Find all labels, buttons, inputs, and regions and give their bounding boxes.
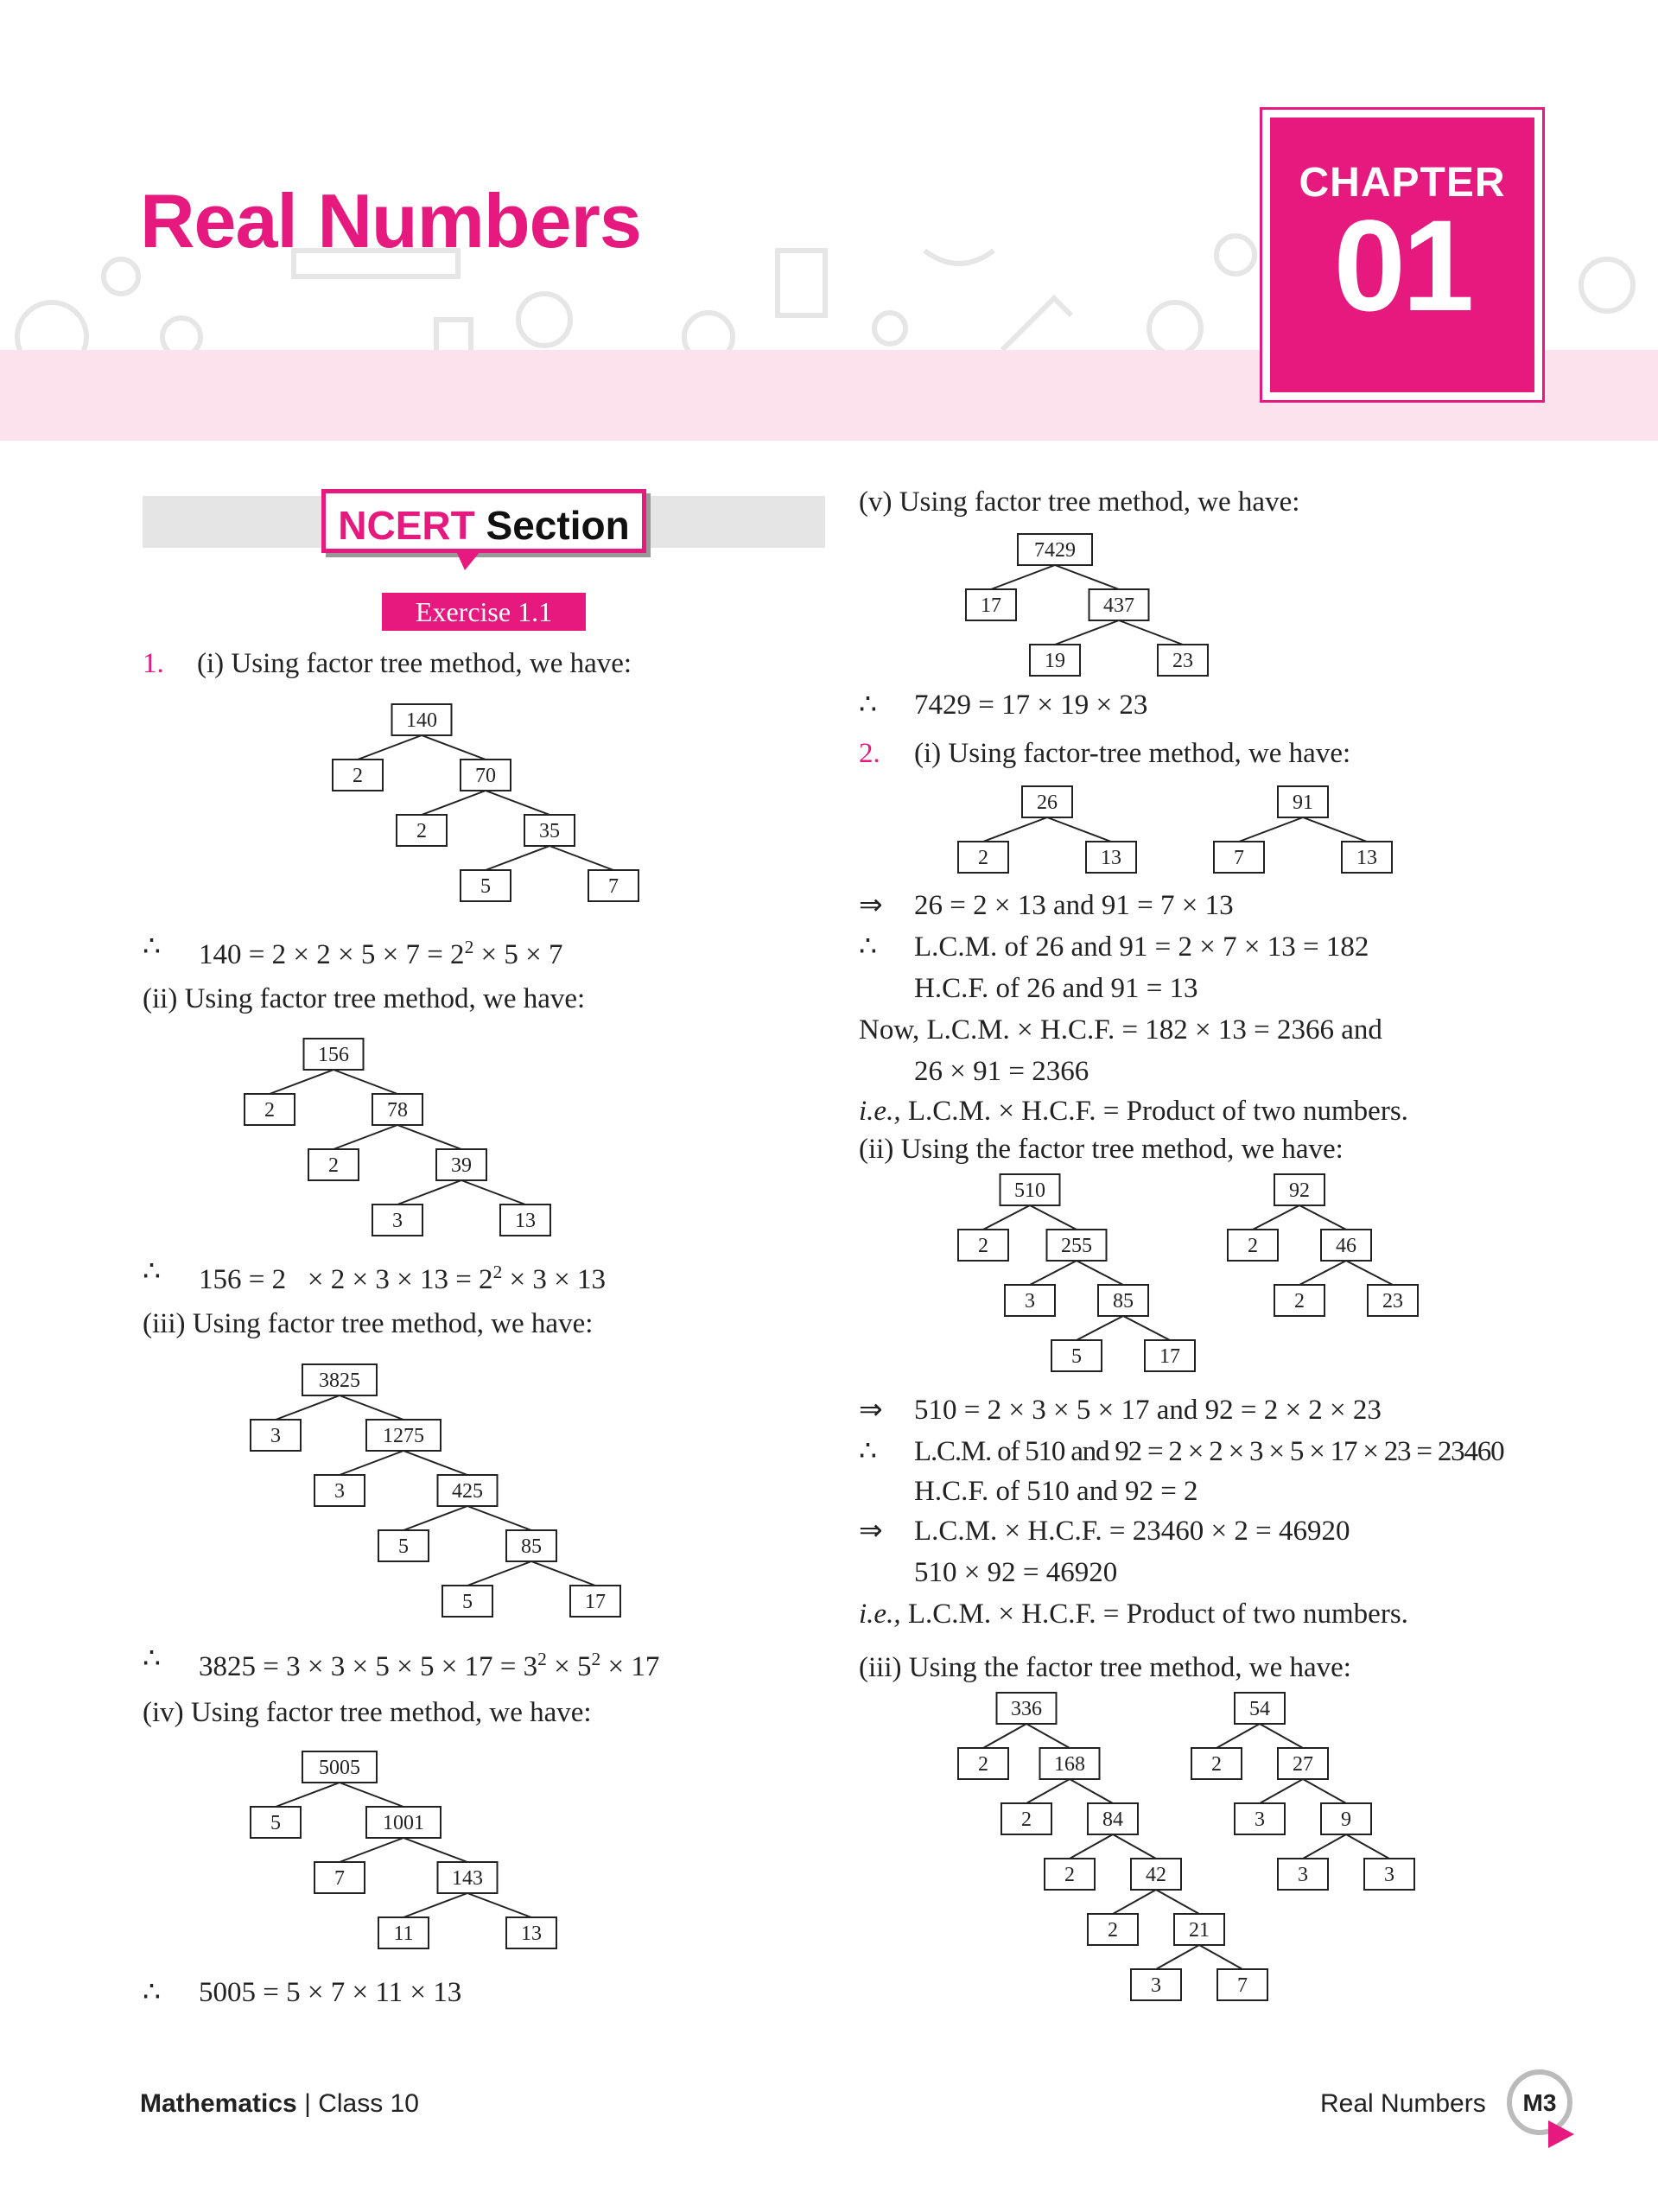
exercise-label: Exercise 1.1 bbox=[382, 593, 586, 631]
t336-node-1-left: 2 bbox=[978, 1753, 988, 1776]
tree-branch bbox=[334, 1070, 397, 1094]
ie-line-2: i.e., L.C.M. × H.C.F. = Product of two numbers. bbox=[859, 1599, 1408, 1630]
tree-branch bbox=[1070, 1834, 1113, 1859]
tree-branch bbox=[1077, 1316, 1123, 1340]
tree-branch bbox=[991, 565, 1055, 589]
t54-node-3-left: 3 bbox=[1298, 1864, 1308, 1886]
question-number-1: 1. bbox=[143, 648, 164, 679]
tree-branch bbox=[1047, 817, 1111, 842]
t54-node-1-right: 27 bbox=[1293, 1753, 1313, 1776]
tree-branch bbox=[403, 1506, 467, 1530]
t336-node-1-right: 168 bbox=[1054, 1753, 1085, 1776]
tree-branch bbox=[1055, 565, 1119, 589]
t3825-node-3-right: 85 bbox=[521, 1535, 542, 1558]
t510-node-1-right: 255 bbox=[1061, 1235, 1092, 1257]
tree-branch bbox=[340, 1783, 403, 1807]
t140-node-2-right: 35 bbox=[539, 820, 560, 842]
tree-branch bbox=[1260, 1724, 1303, 1748]
tree-branch bbox=[270, 1070, 334, 1094]
tree-branch bbox=[1303, 1834, 1346, 1859]
t92-node-root: 92 bbox=[1289, 1179, 1310, 1202]
ie-line-1: i.e., L.C.M. × H.C.F. = Product of two numbers. bbox=[859, 1096, 1408, 1127]
page-arrow-icon bbox=[1548, 2120, 1574, 2148]
t336-node-5-left: 3 bbox=[1151, 1974, 1161, 1997]
result-7429: 7429 = 17 × 19 × 23 bbox=[914, 690, 1148, 721]
therefore-5: ∴ bbox=[859, 690, 877, 721]
t156-node-3-right: 13 bbox=[515, 1210, 536, 1232]
now-line: Now, L.C.M. × H.C.F. = 182 × 13 = 2366 and bbox=[859, 1014, 1382, 1046]
tree-branch bbox=[1303, 817, 1367, 842]
tree-branch bbox=[403, 1838, 467, 1862]
tree-branch bbox=[340, 1395, 403, 1420]
hcf-510-92: H.C.F. of 510 and 92 = 2 bbox=[914, 1476, 1198, 1507]
t140-node-3-left: 5 bbox=[480, 875, 491, 898]
q1-i-text: (i) Using factor tree method, we have: bbox=[197, 648, 632, 679]
tree-branch bbox=[486, 846, 549, 870]
page-number: M3 bbox=[1522, 2089, 1557, 2116]
t140-node-1-right: 70 bbox=[475, 765, 496, 787]
t5005-node-3-right: 13 bbox=[521, 1923, 542, 1945]
tree-branch bbox=[467, 1893, 531, 1917]
t156-node-root: 156 bbox=[318, 1044, 349, 1066]
tree-branch bbox=[1253, 1205, 1299, 1230]
tree-branch bbox=[1113, 1834, 1156, 1859]
t54-node-2-left: 3 bbox=[1255, 1808, 1265, 1831]
line-510-92: 510 = 2 × 3 × 5 × 17 and 92 = 2 × 2 × 23 bbox=[914, 1395, 1382, 1426]
tree-branch bbox=[1156, 1890, 1199, 1914]
therefore-7: ∴ bbox=[859, 1436, 877, 1467]
t5005-node-1-right: 1001 bbox=[383, 1812, 424, 1834]
t5005-node-3-left: 11 bbox=[393, 1923, 414, 1945]
t26-node-1-left: 2 bbox=[978, 847, 988, 869]
q1-v-text: (v) Using factor tree method, we have: bbox=[859, 486, 1300, 518]
tree-branch bbox=[461, 1180, 525, 1205]
tree-branch bbox=[403, 1893, 467, 1917]
t140-node-2-left: 2 bbox=[416, 820, 427, 842]
t54-node-3-right: 3 bbox=[1384, 1864, 1394, 1886]
tree-branch bbox=[1156, 1945, 1199, 1969]
tree-branch bbox=[1055, 620, 1119, 645]
tree-branch bbox=[983, 1724, 1026, 1748]
t140-node-3-right: 7 bbox=[608, 875, 619, 898]
t336-node-4-right: 21 bbox=[1189, 1919, 1210, 1942]
lcm-510-92: L.C.M. of 510 and 92 = 2 × 2 × 3 × 5 × 17 × 23 = 23460 bbox=[914, 1436, 1504, 1467]
therefore-4: ∴ bbox=[143, 1977, 161, 2008]
question-number-2: 2. bbox=[859, 738, 880, 769]
t5005-node-2-right: 143 bbox=[452, 1867, 483, 1890]
t156-node-2-right: 39 bbox=[451, 1154, 472, 1177]
tree-branch bbox=[1260, 1779, 1303, 1803]
t92-node-1-right: 46 bbox=[1336, 1235, 1356, 1257]
result-156: $156 = 2 \times 2 \times 3 \times 13 = 2^2 \times 3 \times 13$ bbox=[199, 1262, 607, 1295]
page-title: Real Numbers bbox=[140, 178, 641, 264]
t5005-node-root: 5005 bbox=[319, 1757, 360, 1779]
tree-branch bbox=[334, 1125, 397, 1149]
t336-node-3-right: 42 bbox=[1146, 1864, 1166, 1886]
q1-ii-text: (ii) Using factor tree method, we have: bbox=[143, 983, 586, 1014]
result-140: $140 = 2 \times 2 \times 5 \times 7 = 2^2 \times 5 \times 7$ bbox=[199, 937, 563, 970]
t7429-node-2-left: 19 bbox=[1045, 650, 1065, 672]
product-510-92: 510 × 92 = 46920 bbox=[914, 1557, 1118, 1588]
t510-node-1-left: 2 bbox=[978, 1235, 988, 1257]
q1-iv-text: (iv) Using factor tree method, we have: bbox=[143, 1697, 592, 1728]
chapter-number: 01 bbox=[1333, 193, 1471, 338]
tree-branch bbox=[1113, 1890, 1156, 1914]
t156-node-1-left: 2 bbox=[264, 1099, 275, 1122]
t26-node-root: 26 bbox=[1037, 791, 1058, 814]
t156-node-1-right: 78 bbox=[387, 1099, 408, 1122]
t510-node-2-left: 3 bbox=[1025, 1290, 1035, 1313]
t3825-node-4-right: 17 bbox=[585, 1591, 606, 1613]
tree-branch bbox=[1026, 1724, 1070, 1748]
footer-subject: Mathematics | Class 10 bbox=[140, 2089, 419, 2118]
t54-node-1-left: 2 bbox=[1211, 1753, 1222, 1776]
tree-branch bbox=[1199, 1945, 1242, 1969]
tree-branch bbox=[358, 735, 422, 760]
t336-node-2-left: 2 bbox=[1021, 1808, 1032, 1831]
tree-branch bbox=[1299, 1205, 1346, 1230]
section-heading-section: Section bbox=[474, 503, 630, 548]
result-5005: 5005 = 5 × 7 × 11 × 13 bbox=[199, 1977, 462, 2008]
tree-branch bbox=[983, 817, 1047, 842]
chapter-label: CHAPTER bbox=[1299, 160, 1506, 206]
tree-branch bbox=[1077, 1261, 1123, 1285]
t26-node-1-right: 13 bbox=[1101, 847, 1121, 869]
tree-branch bbox=[983, 1205, 1030, 1230]
t336-node-root: 336 bbox=[1011, 1698, 1042, 1720]
t3825-node-2-left: 3 bbox=[334, 1480, 345, 1503]
t3825-node-1-left: 3 bbox=[270, 1425, 281, 1447]
t336-node-3-left: 2 bbox=[1064, 1864, 1075, 1886]
implies-2: ⇒ bbox=[859, 1395, 883, 1426]
t54-node-2-right: 9 bbox=[1341, 1808, 1351, 1831]
tree-branch bbox=[276, 1783, 340, 1807]
q1-iii-text: (iii) Using factor tree method, we have: bbox=[143, 1308, 594, 1339]
t156-node-3-left: 3 bbox=[392, 1210, 403, 1232]
tree-branch bbox=[467, 1506, 531, 1530]
t3825-node-3-left: 5 bbox=[398, 1535, 409, 1558]
t91-node-1-right: 13 bbox=[1356, 847, 1377, 869]
tree-branch bbox=[397, 1125, 461, 1149]
result-3825: $3825 = 3 \times 3 \times 5 \times 5 \times 17 = 3^2 \times 5^2 \times 17$ bbox=[199, 1649, 660, 1682]
tree-branch bbox=[1030, 1261, 1077, 1285]
q2-ii-text: (ii) Using the factor tree method, we have: bbox=[859, 1134, 1344, 1165]
t336-node-4-left: 2 bbox=[1108, 1919, 1118, 1942]
tree-branch bbox=[1346, 1261, 1393, 1285]
q2-iii-text: (iii) Using the factor tree method, we have: bbox=[859, 1652, 1351, 1683]
tree-branch bbox=[531, 1561, 595, 1586]
therefore-3: ∴ bbox=[143, 1643, 161, 1675]
t510-node-root: 510 bbox=[1014, 1179, 1045, 1202]
t91-node-root: 91 bbox=[1293, 791, 1313, 814]
tree-branch bbox=[403, 1451, 467, 1475]
t3825-node-1-right: 1275 bbox=[383, 1425, 424, 1447]
tree-branch bbox=[1119, 620, 1183, 645]
hcf-26-91: H.C.F. of 26 and 91 = 13 bbox=[914, 973, 1198, 1004]
tree-branch bbox=[549, 846, 613, 870]
implies-1: ⇒ bbox=[859, 890, 883, 921]
tree-branch bbox=[340, 1451, 403, 1475]
tree-branch bbox=[1030, 1205, 1077, 1230]
tree-branch bbox=[1239, 817, 1303, 842]
t336-node-2-right: 84 bbox=[1102, 1808, 1123, 1831]
t3825-node-4-left: 5 bbox=[462, 1591, 473, 1613]
t5005-node-1-left: 5 bbox=[270, 1812, 281, 1834]
tree-branch bbox=[422, 735, 486, 760]
tree-branch bbox=[1026, 1779, 1070, 1803]
tree-branch bbox=[340, 1838, 403, 1862]
tree-branch bbox=[1070, 1779, 1113, 1803]
section-heading-ncert: NCERT bbox=[338, 503, 475, 548]
t510-node-3-left: 5 bbox=[1071, 1345, 1082, 1368]
lcm-hcf-510-92: L.C.M. × H.C.F. = 23460 × 2 = 46920 bbox=[914, 1516, 1350, 1547]
t7429-node-2-right: 23 bbox=[1172, 650, 1193, 672]
implies-3: ⇒ bbox=[859, 1516, 883, 1547]
t336-node-5-right: 7 bbox=[1237, 1974, 1248, 1997]
tree-branch bbox=[1217, 1724, 1260, 1748]
t140-node-root: 140 bbox=[406, 709, 437, 732]
t156-node-2-left: 2 bbox=[328, 1154, 339, 1177]
t92-node-2-left: 2 bbox=[1294, 1290, 1305, 1313]
t140-node-1-left: 2 bbox=[353, 765, 363, 787]
line-26-91: 26 = 2 × 13 and 91 = 7 × 13 bbox=[914, 890, 1234, 921]
tree-branch bbox=[467, 1561, 531, 1586]
lcm-26-91: L.C.M. of 26 and 91 = 2 × 7 × 13 = 182 bbox=[914, 931, 1369, 963]
t510-node-2-right: 85 bbox=[1113, 1290, 1134, 1313]
tree-branch bbox=[1303, 1779, 1346, 1803]
tree-branch bbox=[1346, 1834, 1389, 1859]
t54-node-root: 54 bbox=[1249, 1698, 1270, 1720]
t92-node-1-left: 2 bbox=[1248, 1235, 1258, 1257]
t92-node-2-right: 23 bbox=[1382, 1290, 1403, 1313]
t3825-node-2-right: 425 bbox=[452, 1480, 483, 1503]
therefore-6: ∴ bbox=[859, 931, 877, 963]
t3825-node-root: 3825 bbox=[319, 1370, 360, 1392]
product-26-91: 26 × 91 = 2366 bbox=[914, 1056, 1089, 1087]
therefore-1: ∴ bbox=[143, 931, 161, 963]
tree-branch bbox=[486, 791, 549, 815]
footer-chapter: Real Numbers bbox=[1320, 2089, 1486, 2118]
tree-branch bbox=[1123, 1316, 1170, 1340]
t7429-node-1-left: 17 bbox=[981, 594, 1001, 617]
t7429-node-1-right: 437 bbox=[1103, 594, 1134, 617]
t5005-node-2-left: 7 bbox=[334, 1867, 345, 1890]
t7429-node-root: 7429 bbox=[1034, 539, 1076, 562]
t91-node-1-left: 7 bbox=[1234, 847, 1244, 869]
tree-branch bbox=[276, 1395, 340, 1420]
therefore-2: ∴ bbox=[143, 1256, 161, 1287]
tree-branch bbox=[1299, 1261, 1346, 1285]
tree-branch bbox=[397, 1180, 461, 1205]
t510-node-3-right: 17 bbox=[1159, 1345, 1180, 1368]
tree-branch bbox=[422, 791, 486, 815]
q2-i-text: (i) Using factor-tree method, we have: bbox=[914, 738, 1351, 769]
